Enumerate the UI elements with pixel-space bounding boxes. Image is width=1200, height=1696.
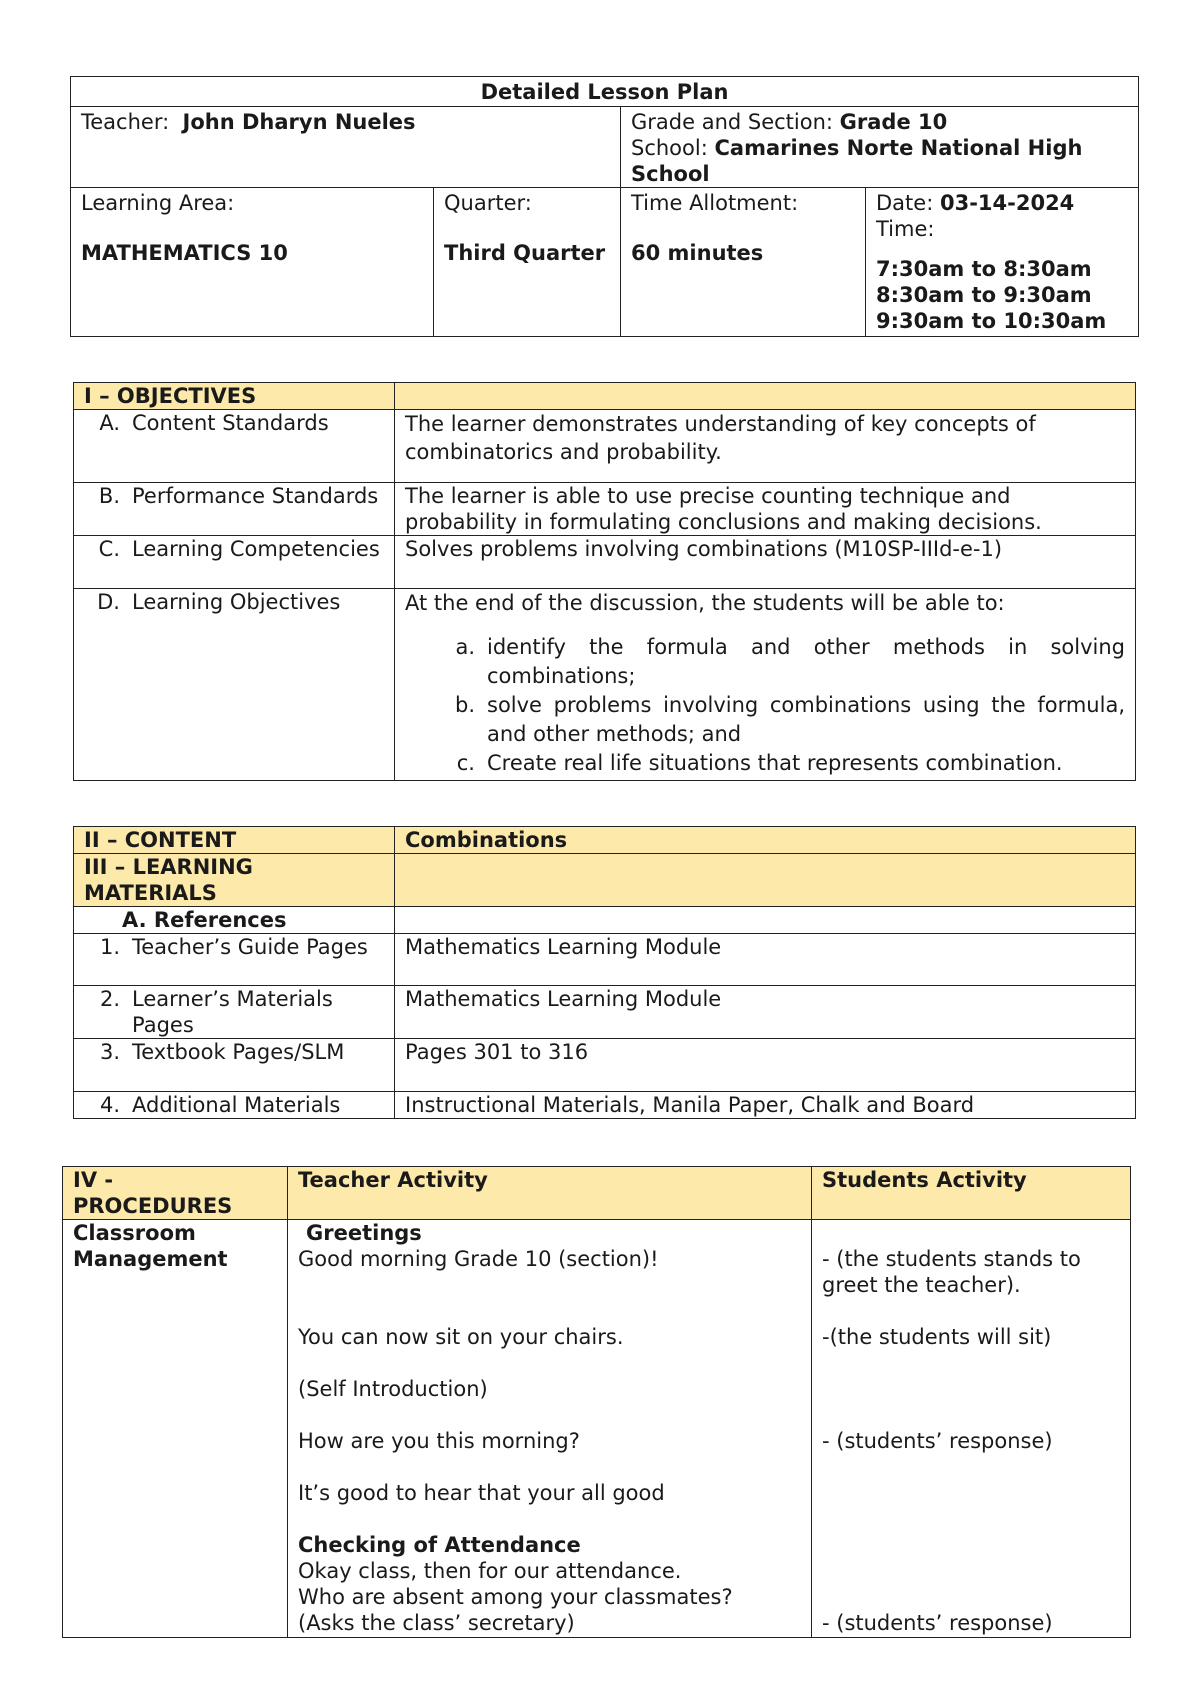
learning-competencies-label: Learning Competencies	[132, 537, 380, 561]
teacher-line: It’s good to hear that your all good	[298, 1481, 665, 1505]
objective-text: Create real life situations that represents combination.	[487, 751, 1063, 775]
classroom-management-label: Classroom Management	[63, 1220, 288, 1638]
procedures-heading: IV - PROCEDURES	[63, 1167, 288, 1220]
teacher-line: Okay class, then for our attendance.	[298, 1559, 682, 1583]
teacher-line: How are you this morning?	[298, 1429, 580, 1453]
reference-value: Mathematics Learning Module	[395, 934, 1136, 986]
date-time-cell	[866, 188, 1139, 337]
list-marker: b.	[454, 693, 475, 717]
time-slot: 9:30am to 10:30am	[876, 309, 1107, 333]
reference-label: Textbook Pages/SLM	[132, 1040, 345, 1064]
quarter-value: Third Quarter	[444, 241, 606, 265]
content-standards-label: Content Standards	[132, 411, 329, 435]
learning-objectives-label-cell	[74, 589, 395, 781]
list-marker: 1.	[99, 935, 120, 959]
references-label: A. References	[74, 907, 395, 934]
school-label: School:	[631, 136, 708, 160]
references-blank	[395, 907, 1136, 934]
learning-area-value: MATHEMATICS 10	[81, 241, 288, 265]
teacher-label: Teacher:	[81, 110, 170, 134]
checking-attendance-heading: Checking of Attendance	[298, 1533, 581, 1557]
list-marker: 2.	[99, 987, 120, 1011]
learning-area-label: Learning Area:	[81, 191, 235, 215]
list-marker: 3.	[99, 1040, 120, 1064]
learning-objectives-label: Learning Objectives	[132, 590, 341, 614]
teacher-line: Good morning Grade 10 (section)!	[298, 1247, 659, 1271]
teacher-line: (Asks the class’ secretary)	[298, 1611, 575, 1635]
lesson-header-table	[70, 76, 1139, 337]
reference-value: Mathematics Learning Module	[395, 986, 1136, 1039]
list-marker: D.	[97, 590, 120, 614]
teacher-line: You can now sit on your chairs.	[298, 1325, 624, 1349]
objective-text: identify the formula and other methods in solving combinations;	[487, 635, 1125, 688]
teacher-activity-cell	[288, 1220, 812, 1638]
time-allotment-cell	[621, 188, 866, 337]
reference-label-cell	[74, 1092, 395, 1119]
content-standards-text: The learner demonstrates understanding of key concepts of combinatorics and probability.	[395, 410, 1136, 483]
student-line: - (students’ response)	[822, 1611, 1053, 1635]
student-line: - (the students stands to greet the teacher).	[822, 1247, 1081, 1297]
students-activity-cell	[812, 1220, 1131, 1638]
objectives-heading: I – OBJECTIVES	[74, 383, 395, 410]
learning-materials-blank	[395, 854, 1136, 907]
reference-label: Additional Materials	[132, 1093, 341, 1117]
reference-value: Instructional Materials, Manila Paper, Chalk and Board	[395, 1092, 1136, 1119]
student-line: - (students’ response)	[822, 1429, 1053, 1453]
performance-standards-label: Performance Standards	[132, 484, 379, 508]
learning-objectives-intro: At the end of the discussion, the students will be able to:	[405, 591, 1005, 615]
content-value: Combinations	[395, 827, 1136, 854]
time-allotment-value: 60 minutes	[631, 241, 764, 265]
students-activity-heading: Students Activity	[812, 1167, 1131, 1220]
objective-text: solve problems involving combinations using the formula, and other methods; and	[487, 693, 1125, 746]
content-materials-table	[73, 826, 1136, 1119]
teacher-name: John Dharyn Nueles	[182, 110, 416, 134]
objective-item	[439, 691, 1125, 749]
grade-school-cell	[621, 107, 1139, 188]
teacher-line: (Self Introduction)	[298, 1377, 488, 1401]
student-line: -(the students will sit)	[822, 1325, 1052, 1349]
teacher-activity-heading: Teacher Activity	[288, 1167, 812, 1220]
content-standards-label-cell	[74, 410, 395, 483]
objectives-table	[73, 382, 1136, 781]
learning-area-cell	[71, 188, 434, 337]
reference-label-cell	[74, 934, 395, 986]
list-marker: 4.	[99, 1093, 120, 1117]
time-label: Time:	[876, 217, 935, 241]
objectives-heading-blank	[395, 383, 1136, 410]
content-heading: II – CONTENT	[74, 827, 395, 854]
objective-item	[439, 749, 1125, 778]
objective-item	[439, 633, 1125, 691]
reference-value: Pages 301 to 316	[395, 1039, 1136, 1092]
learning-objectives-cell	[395, 589, 1136, 781]
list-marker: c.	[456, 751, 475, 775]
learning-competencies-label-cell	[74, 536, 395, 589]
time-allotment-label: Time Allotment:	[631, 191, 799, 215]
list-marker: a.	[455, 635, 475, 659]
time-slot: 8:30am to 9:30am	[876, 283, 1092, 307]
reference-label: Teacher’s Guide Pages	[132, 935, 368, 959]
teacher-line: Who are absent among your classmates?	[298, 1585, 733, 1609]
reference-label: Learner’s Materials Pages	[132, 987, 333, 1037]
document-title: Detailed Lesson Plan	[71, 77, 1139, 107]
school-value: Camarines Norte National High School	[631, 136, 1083, 186]
quarter-label: Quarter:	[444, 191, 532, 215]
grade-value: Grade 10	[839, 110, 948, 134]
performance-standards-label-cell	[74, 483, 395, 536]
reference-label-cell	[74, 986, 395, 1039]
performance-standards-text: The learner is able to use precise counting technique and probability in formulating conclusions and making decisions.	[395, 483, 1136, 536]
procedures-table	[62, 1166, 1131, 1638]
date-value: 03-14-2024	[939, 191, 1075, 215]
list-marker: A.	[99, 411, 120, 435]
reference-label-cell	[74, 1039, 395, 1092]
list-marker: B.	[98, 484, 120, 508]
time-slot: 7:30am to 8:30am	[876, 257, 1092, 281]
date-label: Date:	[876, 191, 934, 215]
learning-competencies-text: Solves problems involving combinations (M10SP-IIId-e-1)	[395, 536, 1136, 589]
grade-label: Grade and Section:	[631, 110, 833, 134]
greetings-heading: Greetings	[306, 1221, 422, 1245]
teacher-cell	[71, 107, 621, 188]
quarter-cell	[434, 188, 621, 337]
learning-materials-heading: III – LEARNING MATERIALS	[74, 854, 395, 907]
list-marker: C.	[98, 537, 120, 561]
